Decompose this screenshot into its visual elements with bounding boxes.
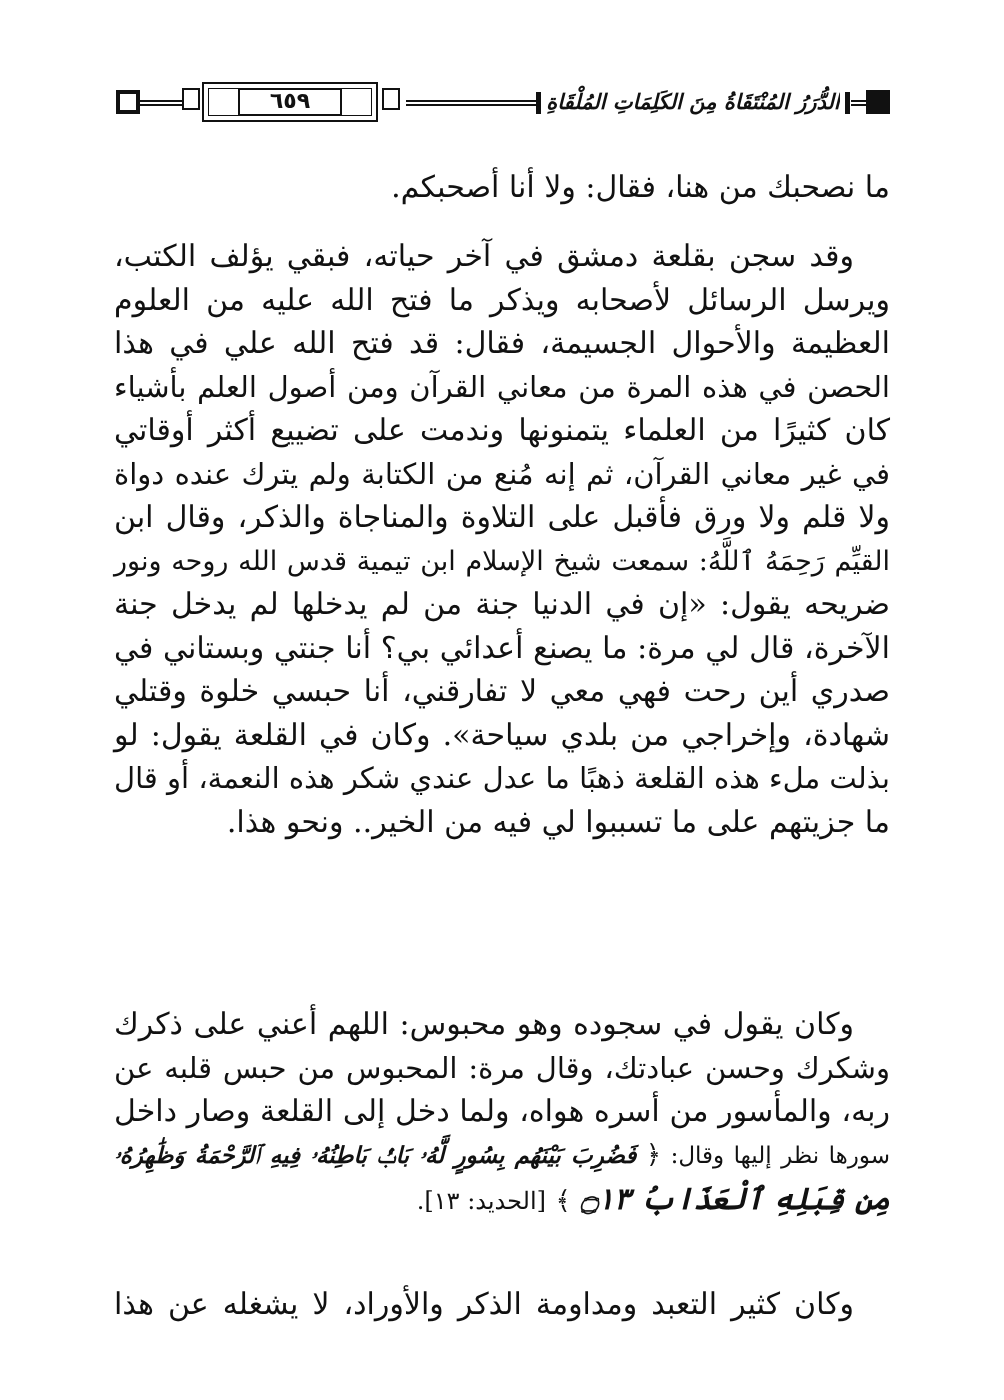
quran-intro-line xyxy=(114,1134,890,1179)
text-line: العظيمة والأحوال الجسيمة، فقال: قد فتح الله علي في هذا xyxy=(114,326,890,361)
paragraph xyxy=(114,1003,890,1224)
text-line: وقد سجن بقلعة دمشق في آخر حياته، فبقي يؤلف الكتب، xyxy=(114,239,854,274)
page-header xyxy=(116,80,890,126)
page-number-frame xyxy=(202,82,378,122)
text-line: الحصن في هذه المرة من معاني القرآن ومن أصول العلم بأشياء xyxy=(114,369,890,404)
text-line: وكان كثير التعبد ومداومة الذكر والأوراد، لا يشغله عن هذا xyxy=(114,1287,854,1322)
text-line: ربه، والمأسور من أسره هواه، ولما دخل إلى القلعة وصار داخل xyxy=(114,1094,890,1129)
text-line: شهادة، وإخراجي من بلدي سياحة». وكان في القلعة يقول: لو xyxy=(114,717,890,753)
header-rule xyxy=(140,100,182,106)
text-line: الآخرة، قال لي مرة: ما يصنع أعدائي بي؟ أنا جنتي وبستاني في xyxy=(114,630,890,666)
text-line: ما نصحبك من هنا، فقال: ولا أنا أصحبكم. xyxy=(391,170,890,205)
text-line: في غير معاني القرآن، ثم إنه مُنع من الكتابة ولم يترك عنده دواة xyxy=(114,456,890,491)
paragraph xyxy=(114,235,890,844)
paragraph xyxy=(114,166,890,210)
paragraph xyxy=(114,1283,890,1327)
running-title: الدُّرَرُ المُنْتَقَاةُ مِنَ الكَلِمَاتِ المُلْقَاةِ xyxy=(546,89,840,114)
text-line: ويرسل الرسائل لأصحابه ويذكر ما فتح الله عليه من العلوم xyxy=(114,282,890,318)
text-segment: سورها نظر إليها وقال: xyxy=(661,1142,891,1169)
header-ornament-knot xyxy=(182,88,200,110)
header-ornament-bar xyxy=(845,92,850,114)
header-ornament-square-right xyxy=(866,90,890,114)
text-line: صدري أين رحت فهي معي لا تفارقني، أنا حبسي خلوة وقتلي xyxy=(114,674,890,709)
text-line: القيِّم رَحِمَهُ ٱللَّهُ: سمعت شيخ الإسلام ابن تيمية قدس الله روحه ونور xyxy=(114,545,890,577)
text-line: بذلت ملء هذه القلعة ذهبًا ما عدل عندي شكر هذه النعمة، أو قال xyxy=(114,761,890,795)
text-line: ولا قلم ولا ورق فأقبل على التلاوة والمناجاة والذكر، وقال ابن xyxy=(114,500,890,535)
quran-reference: [الحديد: ١٣]. xyxy=(416,1187,546,1215)
quran-verse-text: مِن قِبَلِهِ ٱلْعَذَابُ ۝١٣ xyxy=(580,1182,890,1217)
quran-verse-text: فَضُرِبَ بَيْنَهُم بِسُورٍ لَّهُۥ بَابُۢ بَاطِنُهُۥ فِيهِ ٱلرَّحْمَةُ وَظَٰهِرُهُۥ xyxy=(114,1141,637,1169)
quran-open-bracket: ﴿ xyxy=(645,1139,662,1170)
header-rule xyxy=(406,100,536,106)
text-line: كان كثيرًا من العلماء يتمنونها وندمت على تضييع أكثر أوقاتي xyxy=(114,413,890,448)
text-line: ضريحه يقول: «إن في الدنيا جنة من لم يدخلها لم يدخل جنة xyxy=(114,587,890,622)
quran-end-line xyxy=(114,1178,890,1224)
header-ornament-knot xyxy=(382,88,400,110)
quran-close-bracket: ﴾ xyxy=(555,1186,571,1216)
header-ornament-bar xyxy=(536,92,541,114)
text-line: وشكرك وحسن عبادتك، وقال مرة: المحبوس من حبس قلبه عن xyxy=(114,1050,890,1085)
text-line: ما جزيتهم على ما تسببوا لي فيه من الخير.. ونحو هذا. xyxy=(226,804,890,840)
header-ornament-square-left xyxy=(116,90,140,114)
page-number: ٦٥٩ xyxy=(238,88,342,116)
text-line: وكان يقول في سجوده وهو محبوس: اللهم أعني على ذكرك xyxy=(114,1007,854,1042)
